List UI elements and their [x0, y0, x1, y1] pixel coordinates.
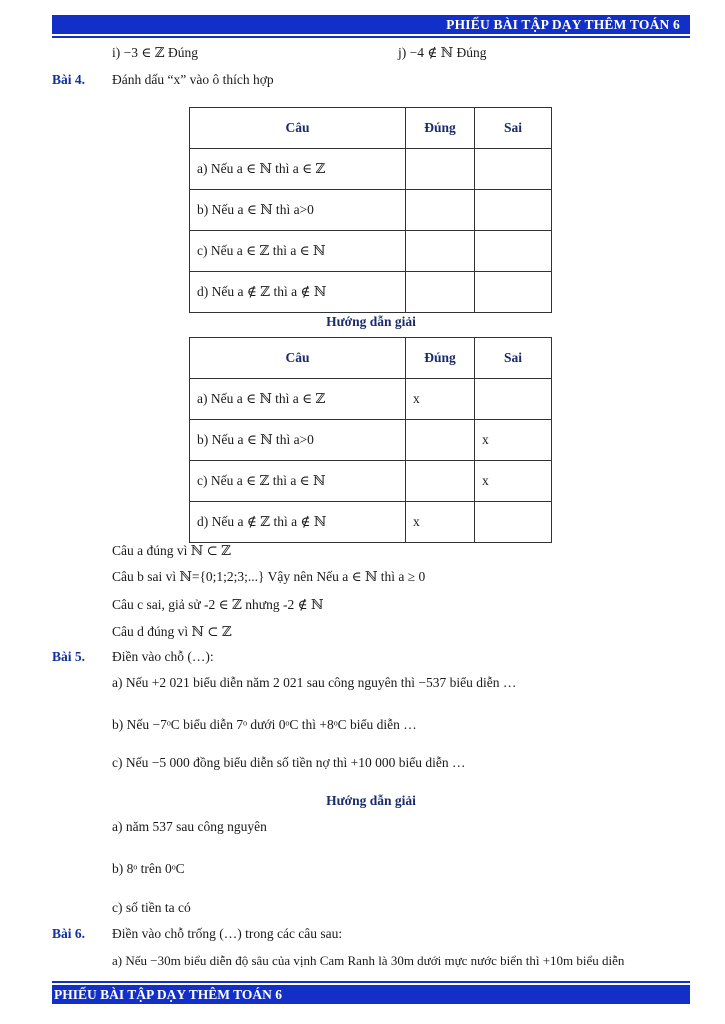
answer-dung: x — [406, 379, 475, 420]
table-row — [190, 461, 552, 502]
answer-cau: a) Nếu a ∈ ℕ thì a ∈ ℤ — [190, 379, 406, 420]
table-header-row — [190, 338, 552, 379]
table-row — [190, 190, 552, 231]
bai6-prompt: Điền vào chỗ trống (…) trong các câu sau: — [112, 926, 343, 941]
row-cau: b) Nếu a ∈ ℕ thì a>0 — [190, 190, 406, 231]
row-dung-cell[interactable] — [406, 190, 475, 231]
bai5-item-a: a) Nếu +2 021 biểu diễn năm 2 021 sau công nguyên thì −537 biểu diễn … — [112, 675, 517, 690]
bai6-item-a: a) Nếu −30m biểu diễn độ sâu của vịnh Cam Ranh là 30m dưới mực nước biển thì +10m biểu diễn — [112, 953, 625, 968]
table-row — [190, 502, 552, 543]
header-cau: Câu — [190, 338, 406, 379]
bai5-answer-c: c) số tiền ta có — [112, 900, 191, 915]
bai5-prompt: Điền vào chỗ (…): — [112, 649, 214, 664]
bai5-answer-b: b) 8ᵒ trên 0ᵒC — [112, 861, 185, 876]
explanation-c: Câu c sai, giả sử -2 ∈ ℤ nhưng -2 ∉ ℕ — [112, 597, 324, 612]
answer-cau: d) Nếu a ∉ ℤ thì a ∉ ℕ — [190, 502, 406, 543]
row-sai-cell[interactable] — [475, 149, 552, 190]
answer-cau: c) Nếu a ∈ ℤ thì a ∈ ℕ — [190, 461, 406, 502]
bai5-item-c: c) Nếu −5 000 đồng biểu diễn số tiền nợ thì +10 000 biểu diễn … — [112, 755, 466, 770]
row-cau: d) Nếu a ∉ ℤ thì a ∉ ℕ — [190, 272, 406, 313]
row-dung-cell[interactable] — [406, 231, 475, 272]
bai6-label: Bài 6. — [52, 926, 86, 941]
row-sai-cell[interactable] — [475, 190, 552, 231]
header-rule — [52, 36, 690, 38]
row-cau: a) Nếu a ∈ ℕ thì a ∈ ℤ — [190, 149, 406, 190]
bai4-label: Bài 4. — [52, 72, 86, 87]
row-dung-cell[interactable] — [406, 149, 475, 190]
row-sai-cell[interactable] — [475, 272, 552, 313]
table-row — [190, 420, 552, 461]
answer-sai: x — [475, 420, 552, 461]
bai5-guide-title: Hướng dẫn giải — [326, 793, 416, 808]
bai5-label: Bài 5. — [52, 649, 86, 664]
answer-dung — [406, 420, 475, 461]
explanation-a: Câu a đúng vì ℕ ⊂ ℤ — [112, 543, 231, 558]
item-j: j) −4 ∉ ℕ Đúng — [398, 45, 487, 60]
table-row — [190, 379, 552, 420]
bai4-prompt: Đánh dấu “x” vào ô thích hợp — [112, 72, 274, 87]
header-cau: Câu — [190, 108, 406, 149]
answer-sai: x — [475, 461, 552, 502]
bai4-answer-table — [189, 337, 552, 543]
explanation-b: Câu b sai vì ℕ={0;1;2;3;...} Vậy nên Nếu a ∈ ℕ thì a ≥ 0 — [112, 569, 426, 584]
header-dung: Đúng — [406, 338, 475, 379]
header-dung: Đúng — [406, 108, 475, 149]
row-cau: c) Nếu a ∈ ℤ thì a ∈ ℕ — [190, 231, 406, 272]
bai5-item-b: b) Nếu −7ᵒC biểu diễn 7ᵒ dưới 0ᵒC thì +8ᵒC biểu diễn … — [112, 717, 417, 732]
footer-rule — [52, 981, 690, 983]
bai4-guide-title: Hướng dẫn giải — [326, 314, 416, 329]
answer-dung: x — [406, 502, 475, 543]
page-header: PHIẾU BÀI TẬP DẠY THÊM TOÁN 6 — [52, 15, 690, 34]
explanation-d: Câu d đúng vì ℕ ⊂ ℤ — [112, 624, 232, 639]
answer-sai — [475, 502, 552, 543]
table-row — [190, 231, 552, 272]
bai5-answer-a: a) năm 537 sau công nguyên — [112, 819, 267, 834]
table-row — [190, 149, 552, 190]
page-footer: PHIẾU BÀI TẬP DẠY THÊM TOÁN 6 — [52, 985, 690, 1004]
table-row — [190, 272, 552, 313]
answer-dung — [406, 461, 475, 502]
answer-sai — [475, 379, 552, 420]
header-sai: Sai — [475, 108, 552, 149]
header-sai: Sai — [475, 338, 552, 379]
row-sai-cell[interactable] — [475, 231, 552, 272]
bai4-question-table — [189, 107, 552, 313]
row-dung-cell[interactable] — [406, 272, 475, 313]
item-i: i) −3 ∈ ℤ Đúng — [112, 45, 198, 60]
answer-cau: b) Nếu a ∈ ℕ thì a>0 — [190, 420, 406, 461]
table-header-row — [190, 108, 552, 149]
